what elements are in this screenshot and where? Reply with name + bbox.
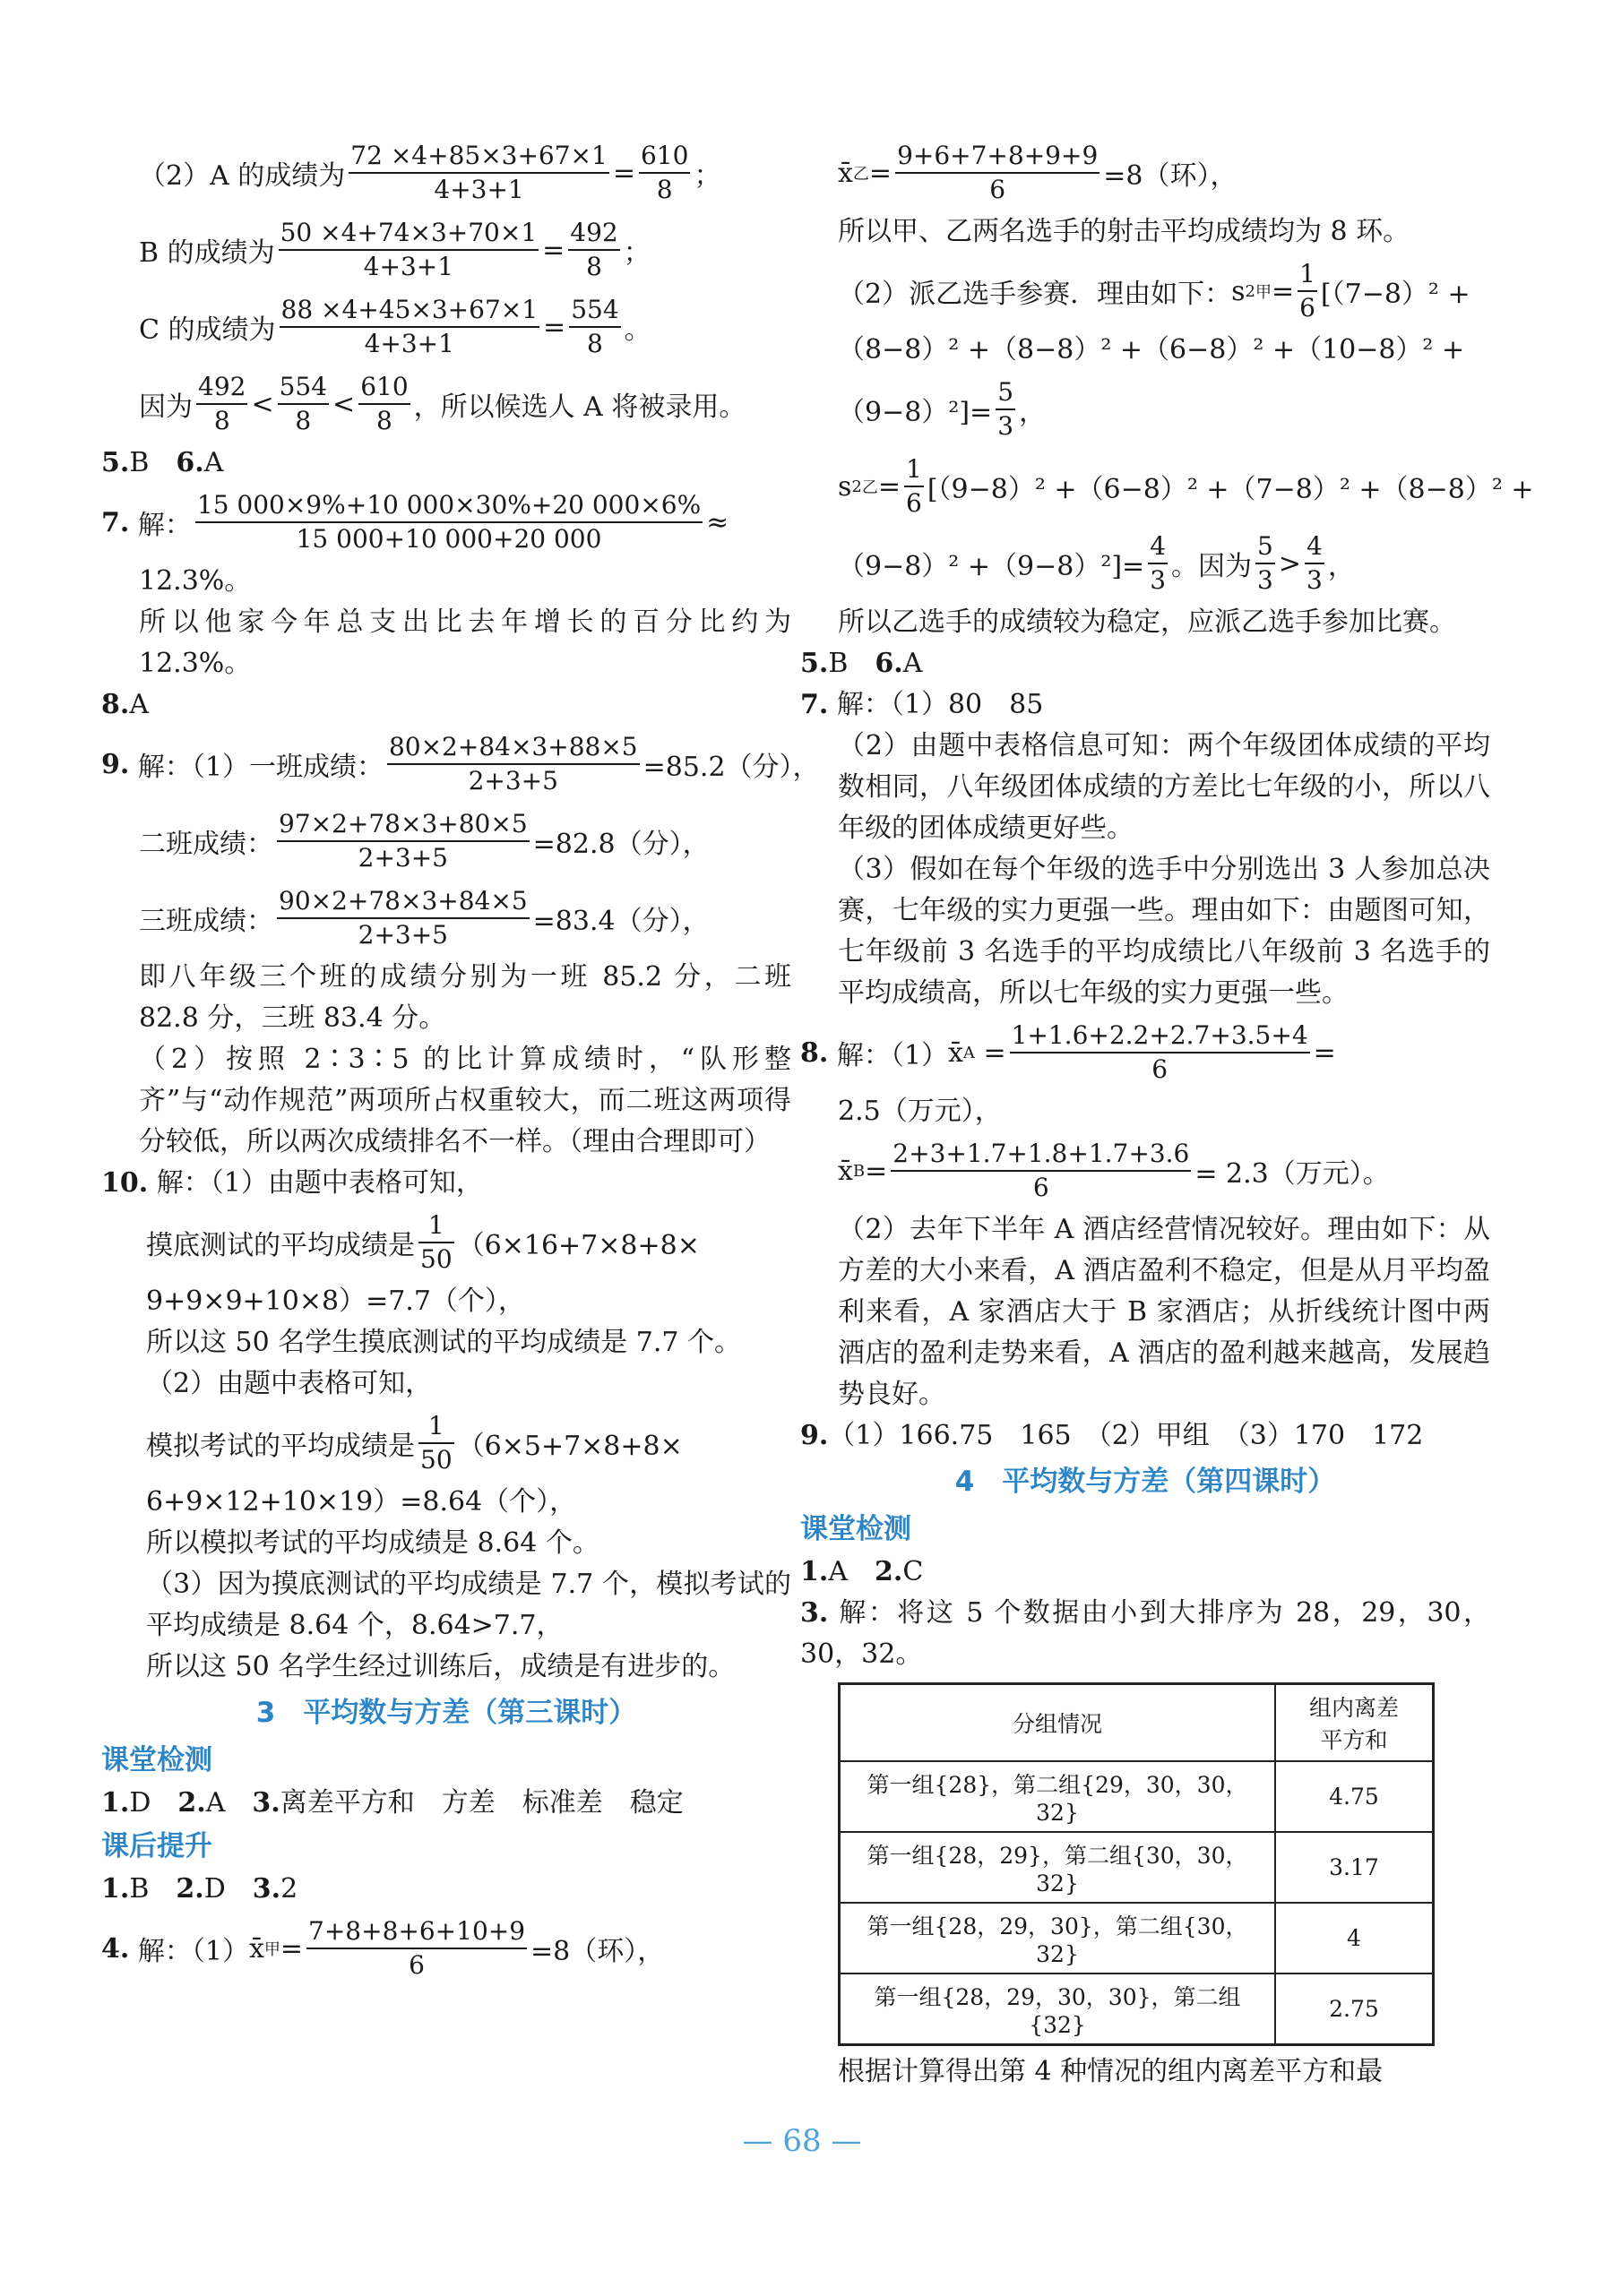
q5-q6-answers: 5.B 6.A: [101, 447, 224, 478]
q10-p2-conclusion: 所以模拟考试的平均成绩是 8.64 个。: [146, 1527, 599, 1559]
fraction: $\frac{2+3+1.7+1.8+1.7+3.6}{6}$: [893, 1139, 1190, 1202]
r-q7-part1: 7. 解：（1）80 85: [800, 689, 1044, 720]
fraction: $\frac{80\times 2+84\times 3+88\times 5}{2+3+5}$: [388, 732, 638, 795]
r-q8-xbar-a: 8. 解：（1） x̄ A = $\frac{1+1.6+2.2+2.7+3.5+4}{6}$ =: [800, 1020, 1336, 1084]
r-avg-conclusion: 所以甲、乙两名选手的射击平均成绩均为 8 环。: [838, 216, 1410, 247]
q10-p2-head: （2）由题中表格可知，: [146, 1368, 433, 1399]
fraction: $\frac{1+1.6+2.2+2.7+3.5+4}{6}$: [1011, 1020, 1308, 1084]
fraction: $\frac{5}{3}$: [1257, 531, 1273, 595]
r-variance-jia: （2）派乙选手参赛．理由如下： s 2 甲 = $\frac{1}{6}$ [（7−8）² +: [838, 259, 1470, 322]
r-q8-result-a: 2.5（万元），: [838, 1096, 1002, 1127]
table-header-row: [840, 1684, 1434, 1762]
q7-result: 12.3%。: [139, 565, 252, 597]
q10-p2-formula: 模拟考试的平均成绩是 $\frac{1}{50}$ （6×5+7×8+8×: [146, 1411, 683, 1475]
q9-class3: 三班成绩： $\frac{90\times 2+78\times 3+84\times 5}{2+3+5}$ =83.4（分），: [139, 886, 710, 950]
xbar-yi: x̄ 乙 = $\frac{9+6+7+8+9+9}{6}$ =8（环），: [838, 141, 1237, 204]
section-3-title: 3 平均数与方差（第三课时）: [255, 1697, 637, 1729]
q9-class1: 9. 解：（1）一班成绩： $\frac{80\times 2+84\times 3+88\times 5}{2+3+5}$ =85.2（分），: [101, 732, 820, 795]
q10-p1-line2: 9+9×9+10×8）=7.7（个），: [146, 1286, 525, 1317]
r-variance-yi-line2: （9−8）² +（9−8）²]= $\frac{4}{3}$ 。因为 $\frac{5}{3}$ > $\frac{4}{3}$ ，: [838, 531, 1355, 595]
fraction: $\frac{1}{6}$: [1299, 259, 1315, 322]
sec3-q4-xbar-jia: 4. 解：（1） x̄ 甲 = $\frac{7+8+8+6+10+9}{6}$ =8（环），: [101, 1916, 665, 1980]
r-q8-part2: （2）去年下半年 A 酒店经营情况较好。理由如下：从方差的大小来看，A 酒店盈利不稳定，但是从月平均盈利来看，A 家酒店大于 B 家酒店；从折线统计图中两酒店的盈利走势来看，A 酒店的盈利越来越高，发展趋势良好。: [838, 1214, 1490, 1410]
q10-p3: （3）因为摸底测试的平均成绩是 7.7 个，模拟考试的平均成绩是 8.64 个，8.64>7.7，: [146, 1569, 791, 1641]
q8-answer: 8.A: [101, 689, 149, 720]
r-q7-part2: （2）由题中表格信息可知：两个年级团体成绩的平均数相同，八年级团体成绩的方差比七年级的小，所以八年级的团体成绩更好些。: [838, 730, 1490, 844]
fraction: $\frac{554}{8}$: [279, 372, 328, 435]
fraction: $\frac{1}{50}$: [420, 1210, 453, 1274]
q10-p1-conclusion: 所以这 50 名学生摸底测试的平均成绩是 7.7 个。: [146, 1327, 742, 1358]
r-variance-jia-line2: （8−8）² +（8−8）² +（6−8）² +（10−8）² +: [838, 334, 1465, 365]
table-row: 第一组{28，29，30，30}，第二组{32} 2.75: [840, 1974, 1434, 2045]
fraction: $\frac{15 000\times 9\%+10 000\times 30\%+20 000\times 6\%}{15 000+10 000+20 000}$: [196, 490, 702, 554]
fraction: $\frac{1}{6}$: [906, 454, 922, 518]
section-3-classroom-check: 课堂检测: [101, 1744, 212, 1776]
right-column: [800, 134, 1534, 2093]
r-q7-part3: （3）假如在每个年级的选手中分别选出 3 人参加总决赛，七年级的实力更强一些。理由如下：由题图可知，七年级前 3 名选手的平均成绩比八年级前 3 名选手的平均成绩高，所以七年级的实力更强一些。: [838, 854, 1490, 1009]
fraction: $\frac{4}{3}$: [1306, 531, 1323, 595]
fraction: $\frac{50 \times 4+74\times 3+70\times 1}{4+3+1}$: [280, 218, 538, 281]
left-column: [101, 134, 820, 1987]
sec4-answers-1: 1.A 2.C: [800, 1556, 924, 1587]
fraction: $\frac{90\times 2+78\times 3+84\times 5}{2+3+5}$: [279, 886, 528, 950]
fraction: $\frac{4}{3}$: [1150, 531, 1167, 595]
fraction: $\frac{97\times 2+78\times 3+80\times 5}{2+3+5}$: [279, 809, 528, 873]
fraction: $\frac{610}{8}$: [360, 372, 409, 435]
fraction: $\frac{610}{8}$: [640, 141, 689, 204]
r-q5-q6-answers: 5.B 6.A: [800, 648, 923, 679]
section-3-after-class: 课后提升: [101, 1830, 212, 1862]
fraction: $\frac{88 \times 4+45\times 3+67\times 1}{4+3+1}$: [280, 295, 539, 358]
r-variance-conclusion: 所以乙选手的成绩较为稳定，应派乙选手参加比赛。: [838, 606, 1456, 638]
fraction: $\frac{492}{8}$: [570, 218, 618, 281]
sec3-answers-1: 1.D 2.A 3.离差平方和 方差 标准差 稳定: [101, 1787, 684, 1819]
r-variance-yi: s 2 乙 = $\frac{1}{6}$ [（9−8）² +（6−8）² +（7−8）² +（8−8）² +: [838, 454, 1534, 518]
table-row: 第一组{28，29}，第二组{30，30，32} 3.17: [840, 1832, 1434, 1903]
section-4-title: 4 平均数与方差（第四课时）: [954, 1466, 1336, 1498]
q7-conclusion: 所以他家今年总支出比去年增长的百分比约为 12.3%。: [139, 606, 791, 679]
fraction: $\frac{7+8+8+6+10+9}{6}$: [308, 1916, 526, 1980]
fraction: $\frac{1}{50}$: [420, 1411, 453, 1475]
q4-c-score: C 的成绩为 $\frac{88 \times 4+45\times 3+67\times 1}{4+3+1}$ = $\frac{554}{8}$ 。: [139, 295, 651, 358]
page-number: — 68 —: [742, 2123, 862, 2159]
fraction: $\frac{9+6+7+8+9+9}{6}$: [897, 141, 1099, 204]
q9-class2: 二班成绩： $\frac{97\times 2+78\times 3+80\times 5}{2+3+5}$ =82.8（分），: [139, 809, 710, 873]
fraction: $\frac{554}{8}$: [571, 295, 619, 358]
grouping-table: [838, 1682, 1435, 2046]
table-header-sum: 组内离差 平方和: [1275, 1684, 1434, 1762]
sec3-answers-2: 1.B 2.D 3.2: [101, 1873, 298, 1905]
q4-b-score: B 的成绩为 $\frac{50 \times 4+74\times 3+70\times 1}{4+3+1}$ = $\frac{492}{8}$ ；: [139, 218, 651, 281]
sec4-q3: 3. 解：将这 5 个数据由小到大排序为 28，29，30，30，32。: [800, 1597, 1490, 1670]
fraction: $\frac{5}{3}$: [997, 377, 1014, 441]
r-variance-jia-line3: （9−8）²]= $\frac{5}{3}$ ，: [838, 377, 1047, 441]
r-q8-xbar-b: x̄ B = $\frac{2+3+1.7+1.8+1.7+3.6}{6}$ = 2.3（万元）。: [838, 1139, 1390, 1202]
q7-equation: 7. 解： $\frac{15 000\times 9\%+10 000\times 30\%+20 000\times 6\%}{15 000+10 000+20 000}$ ≈: [101, 490, 729, 554]
table-header-group: 分组情况: [840, 1684, 1276, 1762]
r-table-conclusion: 根据计算得出第 4 种情况的组内离差平方和最: [838, 2056, 1384, 2087]
table-row: 第一组{28，29，30}，第二组{30，32} 4: [840, 1903, 1434, 1974]
q10-head: 10. 解：（1）由题中表格可知，: [101, 1167, 483, 1199]
section-4-classroom-check: 课堂检测: [800, 1513, 911, 1545]
q10-p3-conclusion: 所以这 50 名学生经过训练后，成绩是有进步的。: [146, 1651, 736, 1682]
q4-comparison: 因为 $\frac{492}{8}$ < $\frac{554}{8}$ < $\frac{610}{8}$ ，所以候选人 A 将被录用。: [139, 372, 746, 435]
q4-a-score: （2）A 的成绩为 $\frac{72 \times 4+85\times 3+67\times 1}{4+3+1}$ = $\frac{610}{8}$ ；: [139, 141, 721, 204]
q10-p1-formula: 摸底测试的平均成绩是 $\frac{1}{50}$ （6×16+7×8+8×: [146, 1210, 700, 1274]
q9-part2: （2）按照 2∶3∶5 的比计算成绩时，“队形整齐”与“动作规范”两项所占权重较大，而二班这两项得分较低，所以两次成绩排名不一样。（理由合理即可）: [139, 1044, 791, 1157]
q10-p2-line2: 6+9×12+10×19）=8.64（个），: [146, 1486, 577, 1518]
q9-summary: 即八年级三个班的成绩分别为一班 85.2 分，二班 82.8 分，三班 83.4 分。: [139, 961, 791, 1034]
fraction: $\frac{492}{8}$: [198, 372, 246, 435]
r-q9-answer: 9.（1）166.75 165 （2）甲组 （3）170 172: [800, 1420, 1424, 1451]
table-row: 第一组{28}，第二组{29，30，30，32} 4.75: [840, 1761, 1434, 1832]
fraction: $\frac{72 \times 4+85\times 3+67\times 1}{4+3+1}$: [350, 141, 608, 204]
